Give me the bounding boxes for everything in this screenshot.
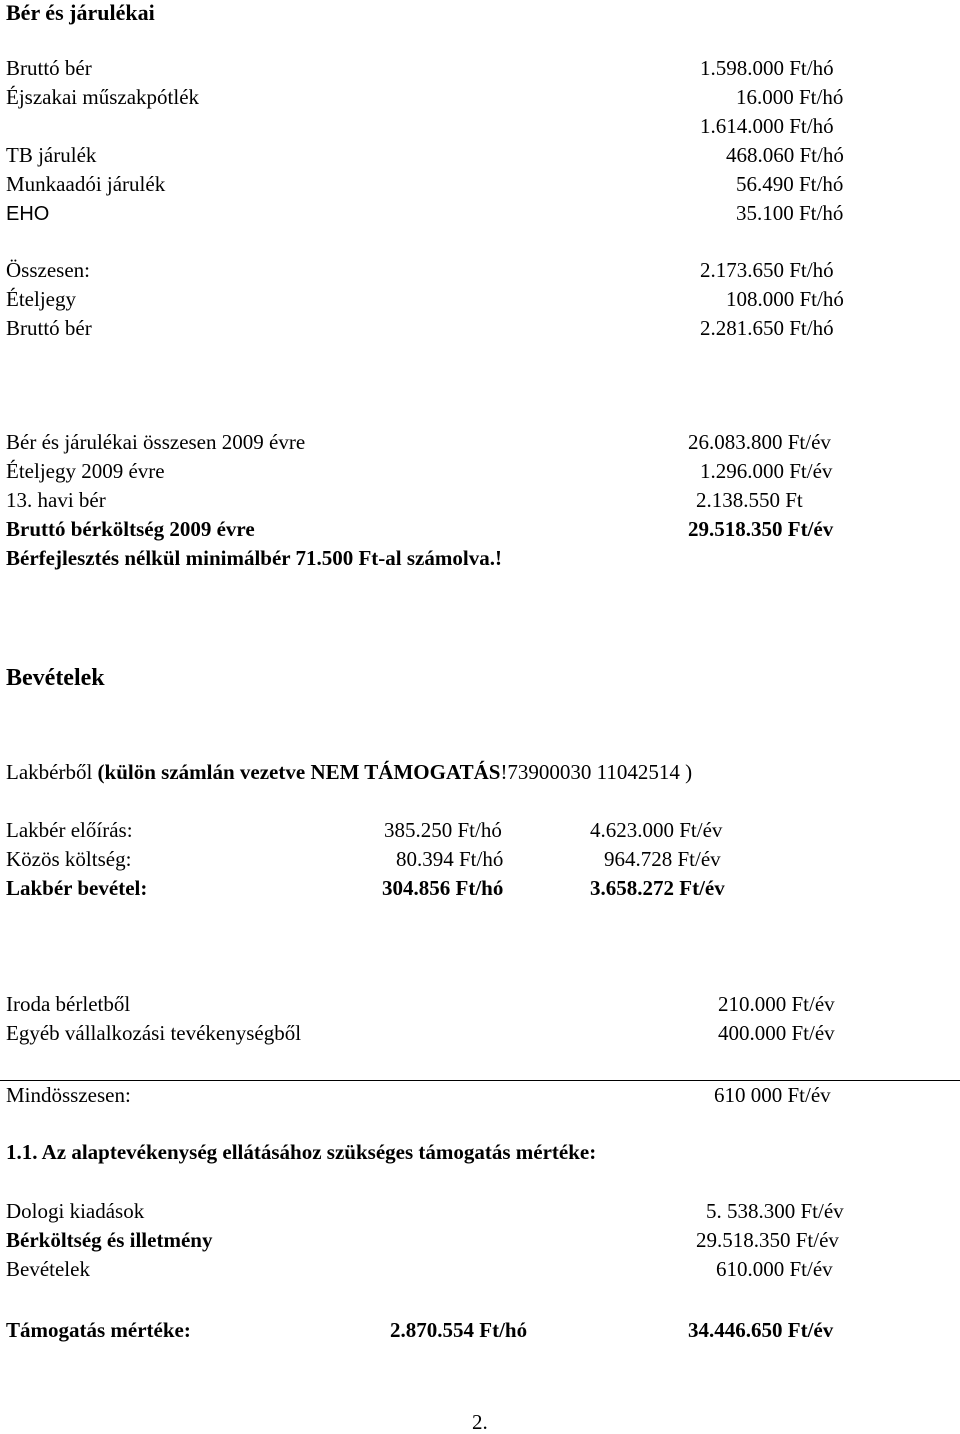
salary-value: 35.100 Ft/hó bbox=[736, 201, 844, 225]
total-value: 610 000 Ft/év bbox=[714, 1083, 831, 1107]
salary-value: 1.614.000 Ft/hó bbox=[700, 114, 834, 138]
rent-monthly-total: 304.856 Ft/hó bbox=[382, 876, 504, 900]
support-total-yearly: 34.446.650 Ft/év bbox=[688, 1318, 834, 1342]
income-value: 400.000 Ft/év bbox=[718, 1021, 835, 1045]
annual-value: 2.138.550 Ft bbox=[696, 488, 803, 512]
support-value: 29.518.350 Ft/év bbox=[696, 1228, 839, 1252]
support-total-label: Támogatás mértéke: bbox=[6, 1318, 191, 1342]
support-label: Bevételek bbox=[6, 1257, 90, 1281]
income-value: 210.000 Ft/év bbox=[718, 992, 835, 1016]
support-label: Dologi kiadások bbox=[6, 1199, 145, 1223]
salary-value: 468.060 Ft/hó bbox=[726, 143, 844, 167]
rent-label-text: Lakbér előírás: bbox=[6, 818, 133, 842]
rent-intro-prefix: Lakbérből bbox=[6, 760, 98, 784]
rent-yearly: 964.728 Ft/év bbox=[604, 847, 721, 871]
rent-intro bbox=[6, 762, 692, 783]
salary-label: TB járulék bbox=[6, 143, 97, 167]
support-value: 610.000 Ft/év bbox=[716, 1257, 833, 1281]
salary-label: Munkaadói járulék bbox=[6, 172, 166, 196]
income-label: Iroda bérletből bbox=[6, 992, 131, 1016]
rent-intro-bold: (külön számlán vezetve NEM TÁMOGATÁS bbox=[97, 760, 501, 784]
salary-label: Bruttó bér bbox=[6, 56, 92, 80]
total-divider bbox=[0, 1080, 960, 1081]
rent-monthly: 385.250 Ft/hó bbox=[384, 818, 502, 842]
annual-value-total: 29.518.350 Ft/év bbox=[688, 517, 834, 541]
page-number: 2. bbox=[472, 1410, 488, 1434]
rent-yearly-total: 3.658.272 Ft/év bbox=[590, 876, 725, 900]
revenue-heading: Bevételek bbox=[6, 665, 105, 691]
annual-label: Bér és járulékai összesen 2009 évre bbox=[6, 430, 306, 454]
salary-label: EHO bbox=[6, 203, 50, 225]
salary-label: Ételjegy bbox=[6, 287, 76, 311]
support-heading: 1.1. Az alaptevékenység ellátásához szükséges támogatás mértéke: bbox=[6, 1140, 597, 1164]
annual-label: Ételjegy 2009 évre bbox=[6, 459, 165, 483]
rent-intro-suffix: !73900030 11042514 ) bbox=[500, 760, 693, 784]
annual-label: 13. havi bér bbox=[6, 488, 106, 512]
salary-label: Bruttó bér bbox=[6, 316, 92, 340]
support-value: 5. 538.300 Ft/év bbox=[706, 1199, 844, 1223]
salary-label: Éjszakai műszakpótlék bbox=[6, 85, 200, 109]
salary-value: 2.173.650 Ft/hó bbox=[700, 258, 834, 282]
annual-value: 1.296.000 Ft/év bbox=[700, 459, 833, 483]
support-label-bold: Bérköltség és illetmény bbox=[6, 1228, 213, 1252]
salary-value: 1.598.000 Ft/hó bbox=[700, 56, 834, 80]
salary-value: 56.490 Ft/hó bbox=[736, 172, 844, 196]
salary-value: 108.000 Ft/hó bbox=[726, 287, 844, 311]
rent-label: Közös költség: bbox=[6, 847, 132, 871]
total-label: Mindösszesen: bbox=[6, 1083, 131, 1107]
section-title: Bér és járulékai bbox=[6, 0, 155, 25]
annual-label-total: Bruttó bérköltség 2009 évre bbox=[6, 517, 255, 541]
support-total-monthly: 2.870.554 Ft/hó bbox=[390, 1318, 528, 1342]
annual-value: 26.083.800 Ft/év bbox=[688, 430, 831, 454]
salary-value: 16.000 Ft/hó bbox=[736, 85, 844, 109]
annual-note: Bérfejlesztés nélkül minimálbér 71.500 Ft-al számolva.! bbox=[6, 546, 502, 570]
rent-label bbox=[6, 820, 133, 841]
rent-yearly: 4.623.000 Ft/év bbox=[590, 818, 723, 842]
rent-monthly: 80.394 Ft/hó bbox=[396, 847, 504, 871]
salary-label: Összesen: bbox=[6, 258, 90, 282]
salary-value: 2.281.650 Ft/hó bbox=[700, 316, 834, 340]
income-label: Egyéb vállalkozási tevékenységből bbox=[6, 1021, 302, 1045]
rent-label-total: Lakbér bevétel: bbox=[6, 876, 148, 900]
